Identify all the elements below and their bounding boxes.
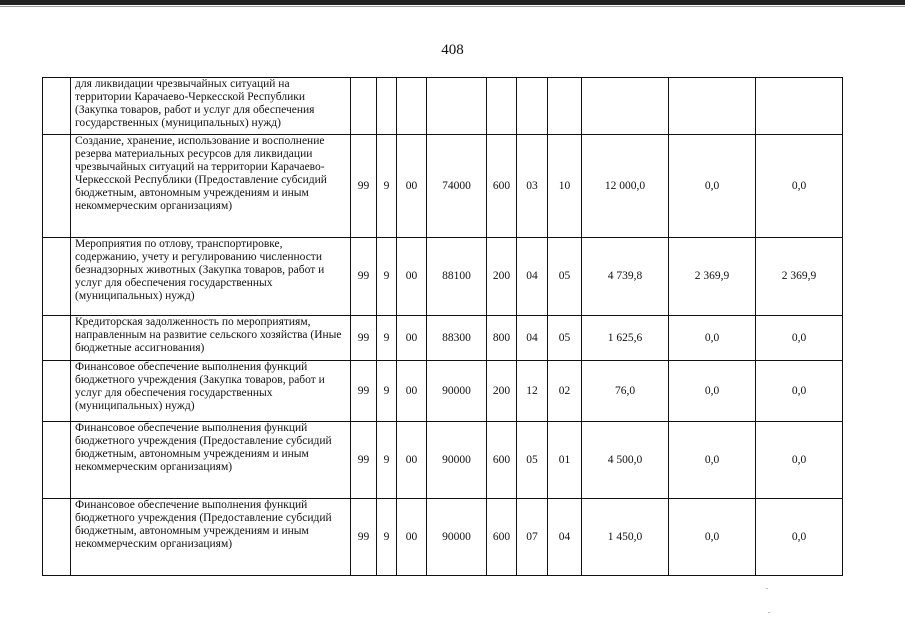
table-row <box>43 238 843 316</box>
row-number-cell <box>43 78 71 135</box>
code-direction-cell: 90000 <box>427 422 487 499</box>
description-cell: Создание, хранение, использование и восполнение резерва материальных ресурсов для ликвидации чрезвычайных ситуаций на территории Карачаево-Черкесской Республики (Предоставление субсидий бюджетным, автономным учреждениям и иным некоммерческим организациям) <box>71 135 351 238</box>
expense-type-cell <box>487 78 517 135</box>
row-number-cell <box>43 361 71 422</box>
code-program-cell: 99 <box>351 499 377 576</box>
code-direction-cell: 74000 <box>427 135 487 238</box>
code-subprogram-cell: 9 <box>377 135 397 238</box>
code-direction-cell: 90000 <box>427 361 487 422</box>
description-cell: Мероприятия по отлову, транспортировке, содержанию, учету и регулированию численности безнадзорных животных (Закупка товаров, работ и услуг для обеспечения государственных (муниципальных) нужд) <box>71 238 351 316</box>
amount-year3-cell: 2 369,9 <box>756 238 843 316</box>
code-direction-cell: 90000 <box>427 499 487 576</box>
table-body <box>43 78 843 576</box>
amount-year3-cell: 0,0 <box>756 499 843 576</box>
code-direction-cell: 88100 <box>427 238 487 316</box>
subsection-cell: 05 <box>548 316 582 361</box>
section-cell <box>517 78 548 135</box>
expense-type-cell: 600 <box>487 135 517 238</box>
code-main-event-cell <box>397 78 427 135</box>
row-number-cell <box>43 499 71 576</box>
amount-year2-cell <box>669 78 756 135</box>
table-row <box>43 135 843 238</box>
amount-year1-cell: 4 739,8 <box>582 238 669 316</box>
scan-top-border-shadow <box>0 6 905 7</box>
code-program-cell <box>351 78 377 135</box>
table-row <box>43 499 843 576</box>
code-program-cell: 99 <box>351 238 377 316</box>
table-row <box>43 422 843 499</box>
amount-year1-cell: 12 000,0 <box>582 135 669 238</box>
amount-year1-cell <box>582 78 669 135</box>
description-cell: Финансовое обеспечение выполнения функций бюджетного учреждения (Предоставление субсидий бюджетным, автономным учреждениям и иным некоммерческим организациям) <box>71 422 351 499</box>
code-program-cell: 99 <box>351 135 377 238</box>
expense-type-cell: 600 <box>487 422 517 499</box>
code-subprogram-cell: 9 <box>377 238 397 316</box>
table-row <box>43 361 843 422</box>
subsection-cell: 04 <box>548 499 582 576</box>
description-cell: Финансовое обеспечение выполнения функций бюджетного учреждения (Предоставление субсидий бюджетным, автономным учреждениям и иным некоммерческим организациям) <box>71 499 351 576</box>
code-subprogram-cell: 9 <box>377 316 397 361</box>
amount-year2-cell: 0,0 <box>669 422 756 499</box>
section-cell: 05 <box>517 422 548 499</box>
description-cell: Кредиторская задолженность по мероприятиям, направленным на развитие сельского хозяйства (Иные бюджетные ассигнования) <box>71 316 351 361</box>
code-subprogram-cell: 9 <box>377 499 397 576</box>
code-main-event-cell: 00 <box>397 316 427 361</box>
amount-year3-cell: 0,0 <box>756 316 843 361</box>
expense-type-cell: 200 <box>487 238 517 316</box>
amount-year1-cell: 1 625,6 <box>582 316 669 361</box>
expense-type-cell: 200 <box>487 361 517 422</box>
row-number-cell <box>43 316 71 361</box>
code-program-cell: 99 <box>351 316 377 361</box>
amount-year2-cell: 0,0 <box>669 499 756 576</box>
code-main-event-cell: 00 <box>397 499 427 576</box>
expense-type-cell: 600 <box>487 499 517 576</box>
amount-year1-cell: 1 450,0 <box>582 499 669 576</box>
row-number-cell <box>43 238 71 316</box>
section-cell: 04 <box>517 238 548 316</box>
code-subprogram-cell: 9 <box>377 361 397 422</box>
subsection-cell: 05 <box>548 238 582 316</box>
description-cell: Финансовое обеспечение выполнения функций бюджетного учреждения (Закупка товаров, работ и услуг для обеспечения государственных (муниципальных) нужд) <box>71 361 351 422</box>
code-program-cell: 99 <box>351 361 377 422</box>
amount-year3-cell: 0,0 <box>756 135 843 238</box>
section-cell: 12 <box>517 361 548 422</box>
amount-year2-cell: 0,0 <box>669 316 756 361</box>
description-cell: для ликвидации чрезвычайных ситуаций на территории Карачаево-Черкесской Республики (Закупка товаров, работ и услуг для обеспечения государственных (муниципальных) нужд) <box>71 78 351 135</box>
section-cell: 04 <box>517 316 548 361</box>
code-main-event-cell: 00 <box>397 238 427 316</box>
amount-year2-cell: 0,0 <box>669 135 756 238</box>
scan-speck <box>766 588 768 589</box>
amount-year1-cell: 4 500,0 <box>582 422 669 499</box>
table-row <box>43 78 843 135</box>
expense-type-cell: 800 <box>487 316 517 361</box>
amount-year1-cell: 76,0 <box>582 361 669 422</box>
scan-speck <box>768 612 770 613</box>
amount-year3-cell: 0,0 <box>756 361 843 422</box>
row-number-cell <box>43 422 71 499</box>
code-program-cell: 99 <box>351 422 377 499</box>
amount-year3-cell: 0,0 <box>756 422 843 499</box>
section-cell: 07 <box>517 499 548 576</box>
subsection-cell: 01 <box>548 422 582 499</box>
subsection-cell <box>548 78 582 135</box>
amount-year3-cell <box>756 78 843 135</box>
code-direction-cell: 88300 <box>427 316 487 361</box>
section-cell: 03 <box>517 135 548 238</box>
table-row <box>43 316 843 361</box>
subsection-cell: 02 <box>548 361 582 422</box>
amount-year2-cell: 2 369,9 <box>669 238 756 316</box>
code-subprogram-cell: 9 <box>377 422 397 499</box>
page-number: 408 <box>441 42 464 58</box>
row-number-cell <box>43 135 71 238</box>
budget-table <box>42 77 843 576</box>
code-main-event-cell: 00 <box>397 361 427 422</box>
subsection-cell: 10 <box>548 135 582 238</box>
code-direction-cell <box>427 78 487 135</box>
code-subprogram-cell <box>377 78 397 135</box>
amount-year2-cell: 0,0 <box>669 361 756 422</box>
scan-top-border <box>0 0 905 5</box>
code-main-event-cell: 00 <box>397 135 427 238</box>
code-main-event-cell: 00 <box>397 422 427 499</box>
